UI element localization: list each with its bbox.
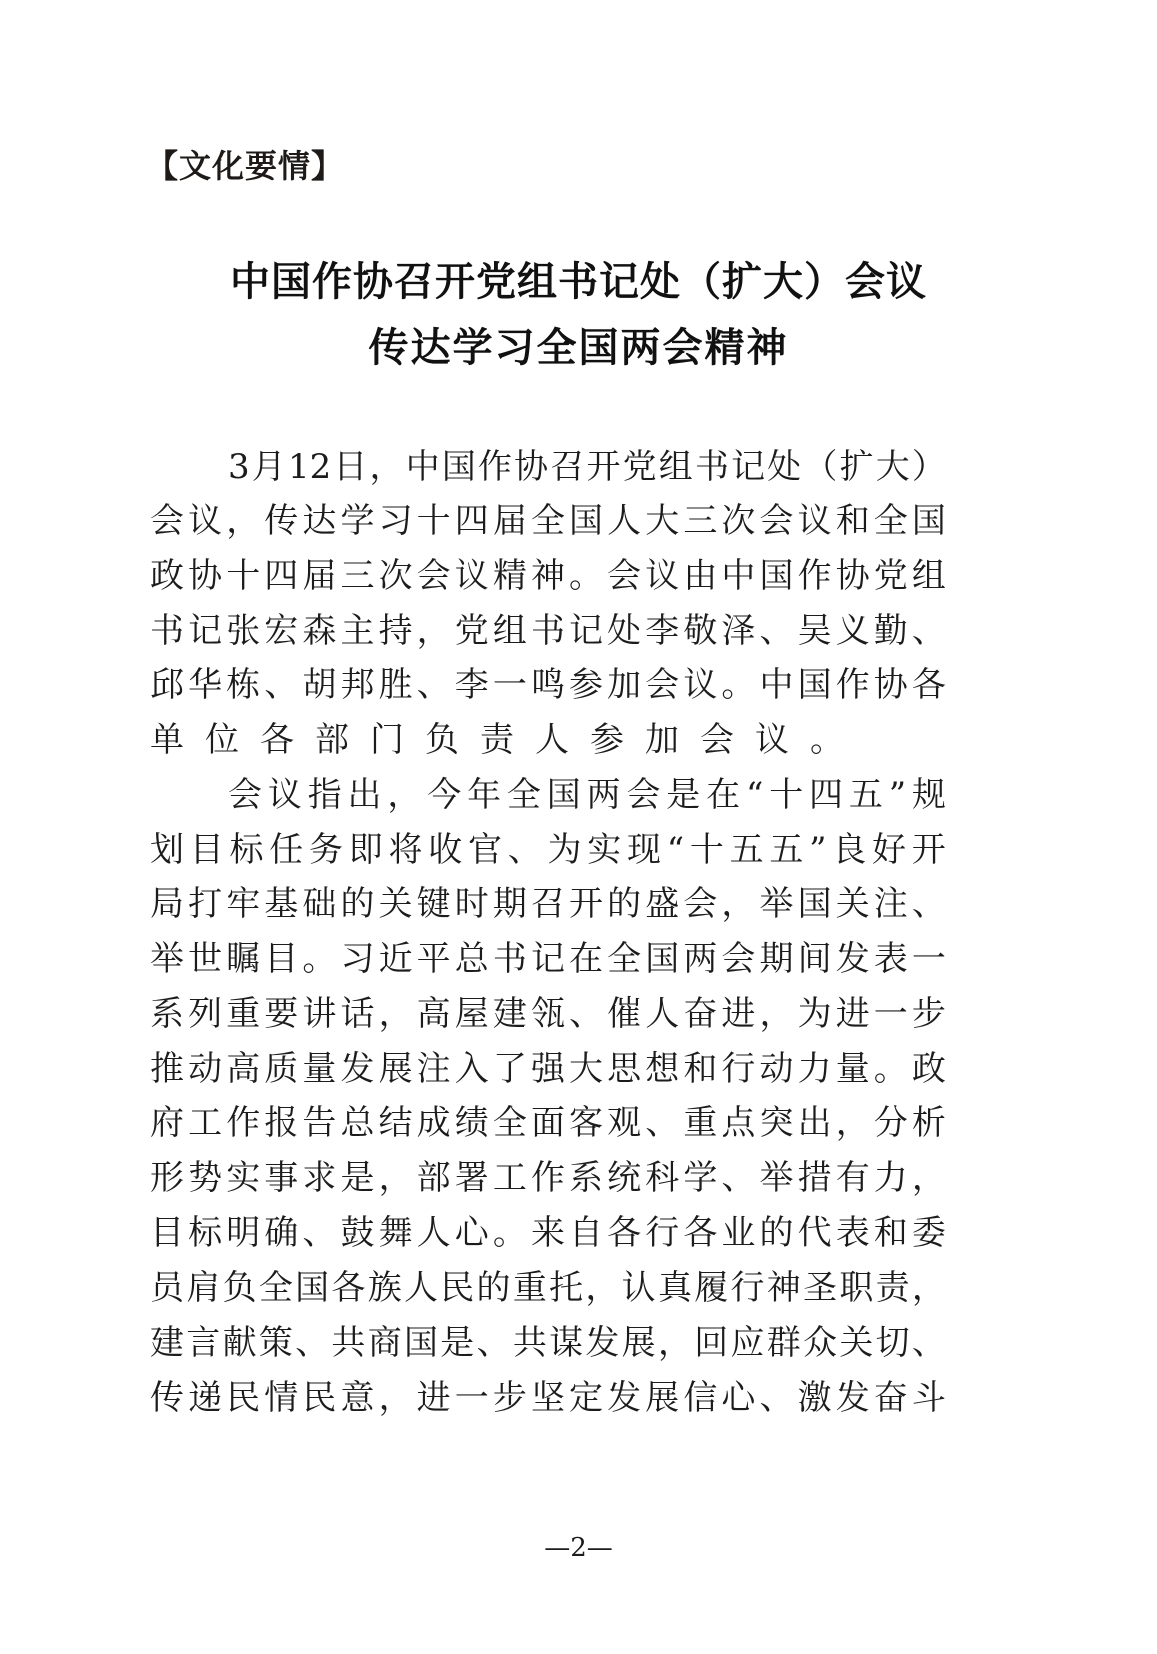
paragraph-2-line: 举 世 瞩 目 。 习 近 平 总 书 记 在 全 国 两 会 期 间 发 表 一 [150,939,946,979]
paragraph-1-line: 单 位 各 部 门 负 责 人 参 加 会 议 。 [150,720,844,760]
paragraph-2-line: 建 言 献 策 、 共 商 国 是 、 共 谋 发 展 ， 回 应 群 众 关 切 、 [150,1323,946,1363]
paragraph-2-line: 目 标 明 确 、 鼓 舞 人 心 。 来 自 各 行 各 业 的 代 表 和 委 [150,1213,946,1253]
paragraph-2-line: 形 势 实 事 求 是 ， 部 署 工 作 系 统 科 学 、 举 措 有 力 ， [150,1158,946,1198]
paragraph-2-line: 局 打 牢 基 础 的 关 键 时 期 召 开 的 盛 会 ， 举 国 关 注 、 [150,884,946,924]
article-title-line-2: 传达学习全国两会精神 [368,324,789,371]
paragraph-1-line: 3 月 12 日 ， 中 国 作 协 召 开 党 组 书 记 处 （ 扩 大 ） [228,447,946,487]
paragraph-2-line: 府 工 作 报 告 总 结 成 绩 全 面 客 观 、 重 点 突 出 ， 分 析 [150,1103,946,1143]
paragraph-2-line: 传 递 民 情 民 意 ， 进 一 步 坚 定 发 展 信 心 、 激 发 奋 斗 [150,1378,946,1418]
paragraph-2-line: 员 肩 负 全 国 各 族 人 民 的 重 托 ， 认 真 履 行 神 圣 职 责 ， [150,1268,946,1308]
paragraph-1-line: 邱 华 栋 、 胡 邦 胜 、 李 一 鸣 参 加 会 议 。 中 国 作 协 各 [150,665,946,705]
paragraph-2-line: 会 议 指 出 ， 今 年 全 国 两 会 是 在 “ 十 四 五 ” 规 [228,775,946,815]
paragraph-2-line: 推 动 高 质 量 发 展 注 入 了 强 大 思 想 和 行 动 力 量 。 政 [150,1049,946,1089]
paragraph-1-line: 会 议 ， 传 达 学 习 十 四 届 全 国 人 大 三 次 会 议 和 全 国 [150,501,946,541]
article-title-line-1: 中国作协召开党组书记处（扩大）会议 [230,258,927,305]
section-tag: 【文化要情】 [146,147,345,185]
paragraph-1-line: 书 记 张 宏 森 主 持 ， 党 组 书 记 处 李 敬 泽 、 吴 义 勤 、 [150,611,946,651]
page-number: —2— [544,1533,613,1563]
paragraph-2-line: 划 目 标 任 务 即 将 收 官 、 为 实 现 “ 十 五 五 ” 良 好 开 [150,830,946,870]
paragraph-2-line: 系 列 重 要 讲 话 ， 高 屋 建 瓴 、 催 人 奋 进 ， 为 进 一 步 [150,994,946,1034]
paragraph-1-line: 政 协 十 四 届 三 次 会 议 精 神 。 会 议 由 中 国 作 协 党 组 [150,556,946,596]
